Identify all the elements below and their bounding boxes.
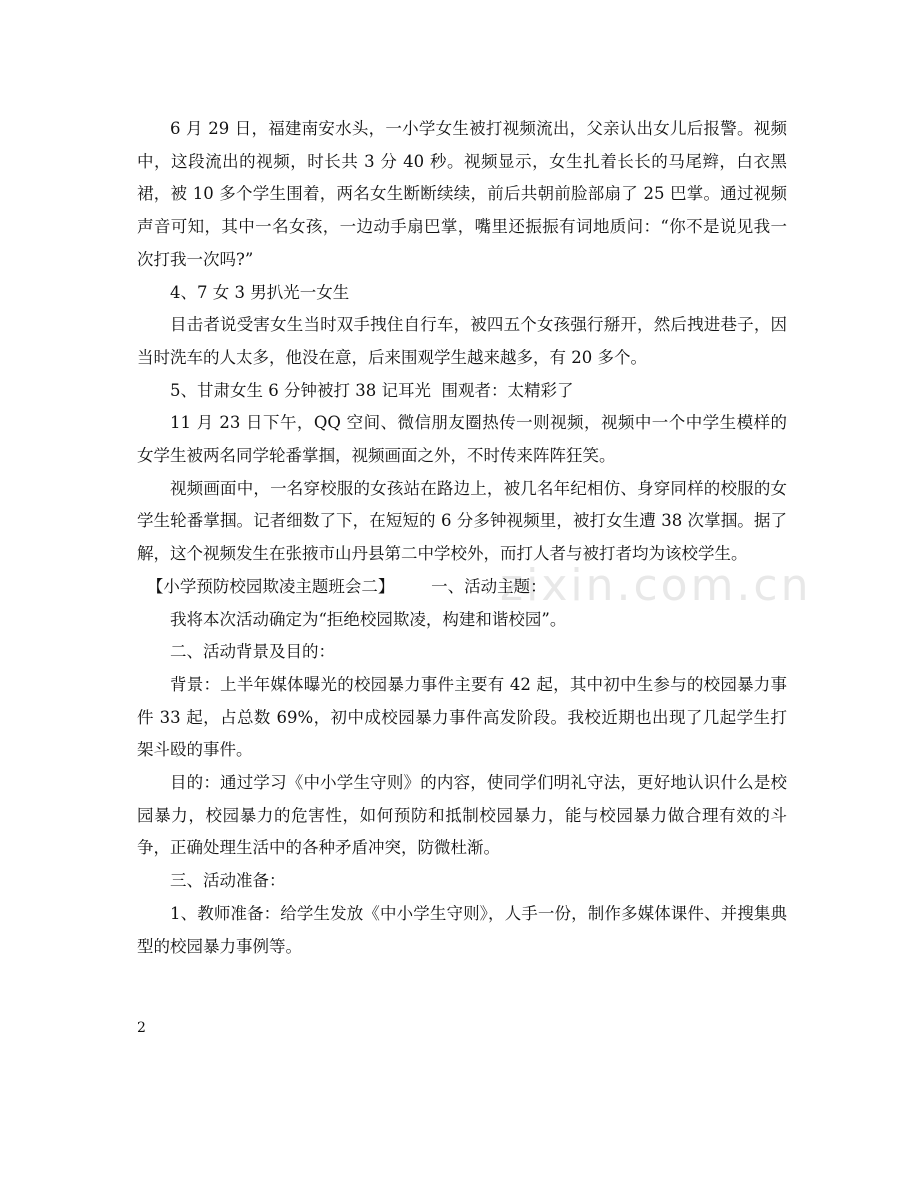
paragraph-activity-theme: 我将本次活动确定为“拒绝校园欺凌，构建和谐校园”。 xyxy=(170,609,567,629)
paragraph-purpose: 目的：通过学习《中小学生守则》的内容，使同学们明礼守法，更好地认识什么是校园暴力，校园暴力的危害性，如何预防和抵制校园暴力，能与校园暴力做合理有效的斗争，正确处理生活中的各种矛盾冲突，防微杜渐。 xyxy=(137,773,787,858)
document-body xyxy=(137,113,787,963)
heading-preparation: 三、活动准备： xyxy=(170,871,286,891)
paragraph-nanan-incident: 6 月 29 日，福建南安水头，一小学女生被打视频流出，父亲认出女儿后报警。视频中，这段流出的视频，时长共 3 分 40 秒。视频显示，女生扎着长长的马尾辫，白衣黑裙，被 10 多个学生围着，两名女生断断续续，前后共朝前脸部扇了 25 巴掌。通过视频声音可知，其中一名女孩，一边动手扇巴掌，嘴里还振振有词地质问：“你不是说见我一次打我一次吗?” xyxy=(137,119,787,269)
paragraph-background: 背景：上半年媒体曝光的校园暴力事件主要有 42 起，其中初中生参与的校园暴力事件 33 起，占总数 69%，初中成校园暴力事件高发阶段。我校近期也出现了几起学生打架斗殴的事件。 xyxy=(137,674,787,760)
paragraph-qq-video: 11 月 23 日下午，QQ 空间、微信朋友圈热传一则视频，视频中一个中学生模样的女学生被两名同学轮番掌掴，视频画面之外，不时传来阵阵狂笑。 xyxy=(137,413,787,466)
paragraph-teacher-preparation: 1、教师准备：给学生发放《中小学生守则》，人手一份，制作多媒体课件、并搜集典型的校园暴力事例等。 xyxy=(137,903,787,956)
heading-item-5: 5、甘肃女生 6 分钟被打 38 记耳光 围观者：太精彩了 xyxy=(170,380,574,400)
heading-class-meeting: 【小学预防校园欺凌主题班会二】 一、活动主题： xyxy=(146,576,547,596)
heading-background-purpose: 二、活动背景及目的： xyxy=(170,642,335,662)
paragraph-video-scene: 视频画面中，一名穿校服的女孩站在路边上，被几名年纪相仿、身穿同样的校服的女学生轮番掌掴。记者细数了下，在短短的 6 分多钟视频里，被打女生遭 38 次掌掴。据了解，这个视频发生在张掖市山丹县第二中学校外，而打人者与被打者均为该校学生。 xyxy=(137,478,787,564)
watermark: zixin.com.cn xyxy=(500,560,812,611)
paragraph-witness: 目击者说受害女生当时双手拽住自行车，被四五个女孩强行掰开，然后拽进巷子，因当时洗车的人太多，他没在意，后来围观学生越来越多，有 20 多个。 xyxy=(137,315,787,367)
heading-item-4: 4、7 女 3 男扒光一女生 xyxy=(170,282,350,302)
page-number: 2 xyxy=(137,1020,146,1036)
